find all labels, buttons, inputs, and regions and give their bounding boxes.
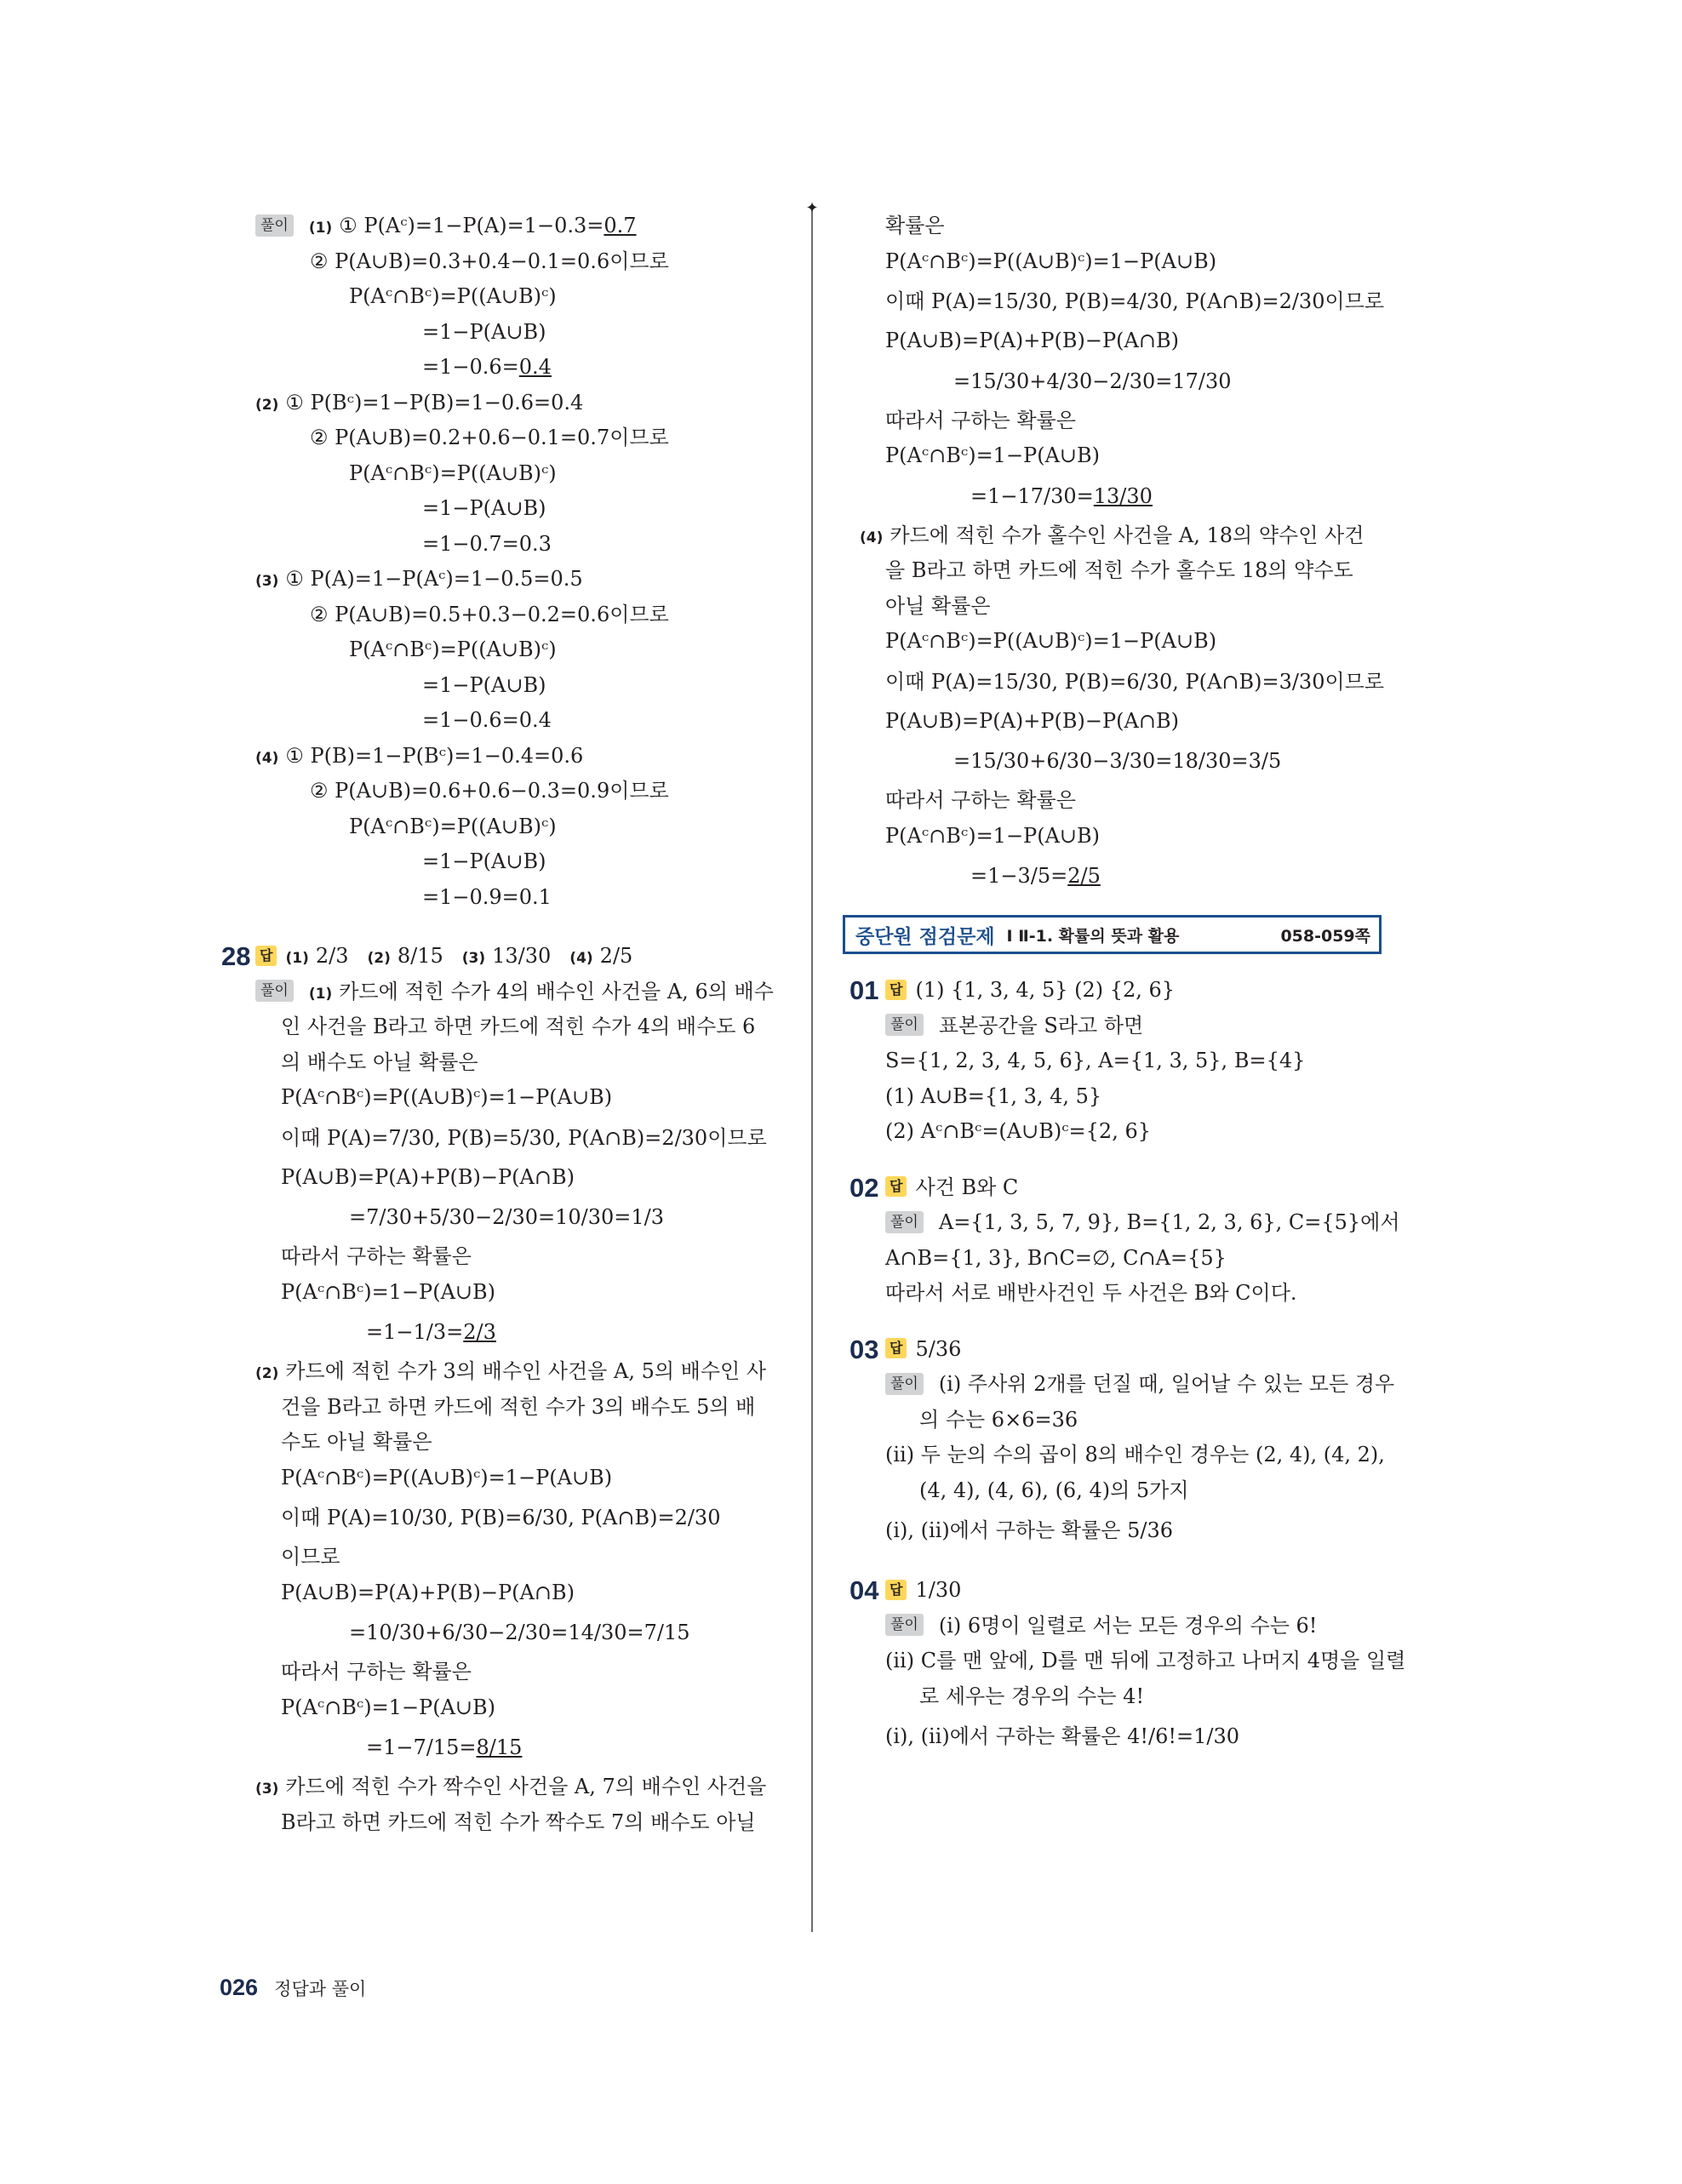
- part-number: (3): [255, 1781, 279, 1798]
- q28-cont-line: [860, 783, 1439, 819]
- part-number: (1): [308, 985, 333, 1003]
- q28-cont-line: [860, 589, 1439, 625]
- line-text: 따라서 구하는 확률은: [281, 1244, 472, 1268]
- line-text: P(Aᶜ∩Bᶜ)=1−P(A∪B): [281, 1695, 496, 1719]
- line-text: 인 사건을 B라고 하면 카드에 적힌 수가 4의 배수도 6: [281, 1015, 756, 1038]
- line-text: =1−3/5=: [970, 864, 1068, 888]
- line-text: ② P(A∪B)=0.6+0.6−0.3=0.9이므로: [310, 779, 669, 803]
- q28-line: [255, 1160, 775, 1196]
- solution-badge: 풀이: [255, 980, 294, 1002]
- answer-badge: 답: [255, 946, 277, 966]
- q28-answer-line: [221, 939, 775, 975]
- answer-value: 5/36: [915, 1336, 962, 1361]
- q04-line: [860, 1609, 1439, 1644]
- q03-line: [860, 1403, 1439, 1438]
- part-number: (4): [860, 529, 884, 546]
- q27-line: [255, 456, 775, 492]
- q27-line: [255, 279, 775, 315]
- q28-line: [255, 1009, 775, 1045]
- line-text: =1−7/15=: [366, 1735, 477, 1759]
- question-number: 03: [850, 1334, 879, 1364]
- q28-line: [255, 1540, 775, 1575]
- q28-cont-line: [860, 323, 1439, 359]
- line-text: =1−1/3=: [366, 1320, 464, 1344]
- line-text: 의 배수도 아닐 확률은: [281, 1049, 478, 1074]
- q28-line: [255, 1195, 775, 1239]
- part-number: (3): [255, 573, 279, 590]
- q27-line: [255, 632, 775, 668]
- line-text: 수도 아닐 확률은: [281, 1430, 432, 1454]
- q03-line: [860, 1473, 1439, 1509]
- line-text: 이때 P(A)=15/30, P(B)=4/30, P(A∩B)=2/30이므로: [885, 289, 1385, 313]
- line-text: P(Aᶜ∩Bᶜ)=P((A∪B)ᶜ)=1−P(A∪B): [885, 629, 1217, 653]
- q27-line: [255, 774, 775, 809]
- solution-badge: 풀이: [885, 1014, 924, 1036]
- line-text: =1−17/30=: [970, 483, 1094, 508]
- q27-line: [255, 350, 775, 386]
- line-text: 카드에 적힌 수가 4의 배수인 사건을 A, 6의 배수: [339, 979, 774, 1003]
- right-column: [850, 209, 1439, 1758]
- q28-line: [255, 1390, 775, 1426]
- q28-block: [221, 939, 775, 1840]
- q28-cont-line: [860, 244, 1439, 280]
- line-text: 카드에 적힌 수가 홀수인 사건을 A, 18의 약수인 사건: [890, 523, 1364, 547]
- line-text: 카드에 적힌 수가 3의 배수인 사건을 A, 5의 배수인 사: [285, 1359, 767, 1383]
- q02-block: [850, 1170, 1439, 1312]
- solution-badge: 풀이: [885, 1211, 924, 1233]
- q01-line: [860, 1079, 1439, 1115]
- line-text: P(Aᶜ∩Bᶜ)=P((A∪B)ᶜ): [349, 284, 557, 308]
- line-text: (ⅱ) 두 눈의 수의 곱이 8의 배수인 경우는 (2, 4), (4, 2),: [885, 1443, 1385, 1466]
- answer-badge: 답: [885, 980, 907, 1000]
- q02-line: [860, 1241, 1439, 1277]
- line-text: P(Aᶜ∩Bᶜ)=1−P(A∪B): [885, 823, 1101, 848]
- q28-solution-continued: [860, 209, 1439, 898]
- section-title: 중단원 점검문제: [855, 925, 995, 948]
- q28-line: [255, 1239, 775, 1275]
- q28-line: [255, 1655, 775, 1690]
- q28-line: [255, 1690, 775, 1726]
- q28-line: [255, 1116, 775, 1160]
- q28-line: [255, 1575, 775, 1611]
- line-text: ① P(Bᶜ)=1−P(B)=1−0.6=0.4: [285, 390, 584, 415]
- section-pages: 058-059쪽: [1280, 926, 1370, 946]
- q27-solution: [255, 209, 775, 915]
- line-text: P(Aᶜ∩Bᶜ)=P((A∪B)ᶜ)=1−P(A∪B): [281, 1465, 613, 1489]
- line-text: P(Aᶜ∩Bᶜ)=1−P(A∪B): [885, 443, 1101, 467]
- line-text: 표본공간을 S라고 하면: [938, 1013, 1144, 1038]
- q28-cont-line: [860, 359, 1439, 403]
- q28-line: [255, 1769, 775, 1805]
- q27-line: [255, 244, 775, 280]
- line-text: 건을 B라고 하면 카드에 적힌 수가 3의 배수도 5의 배: [281, 1394, 756, 1419]
- line-text: ② P(A∪B)=0.5+0.3−0.2=0.6이므로: [310, 602, 669, 626]
- line-text: B라고 하면 카드에 적힌 수가 짝수도 7의 배수도 아닐: [281, 1810, 756, 1834]
- footer-label: 정답과 풀이: [274, 1979, 367, 1999]
- line-text: P(A∪B)=P(A)+P(B)−P(A∩B): [885, 708, 1179, 733]
- line-text: (1) A∪B={1, 3, 4, 5}: [885, 1083, 1102, 1108]
- q28-cont-line: [860, 704, 1439, 740]
- line-text: =1−0.9=0.1: [422, 884, 552, 909]
- q27-line: [255, 597, 775, 633]
- line-text: P(Aᶜ∩Bᶜ)=P((A∪B)ᶜ): [349, 460, 557, 485]
- underlined-answer: 0.7: [604, 214, 637, 237]
- solution-badge: 풀이: [885, 1373, 924, 1395]
- question-number: 04: [850, 1575, 879, 1605]
- q27-line: [255, 562, 775, 597]
- line-text: P(A∪B)=P(A)+P(B)−P(A∩B): [281, 1580, 575, 1604]
- q03-line: [860, 1508, 1439, 1552]
- q27-line: [255, 809, 775, 845]
- section-subtitle: I Ⅱ-1. 확률의 뜻과 활용: [1006, 926, 1180, 946]
- line-text: 이때 P(A)=10/30, P(B)=6/30, P(A∩B)=2/30: [281, 1506, 721, 1529]
- q27-line: [255, 844, 775, 880]
- part-number: (2): [255, 396, 279, 414]
- q28-cont-line: [860, 438, 1439, 474]
- q02-line: [860, 1205, 1439, 1241]
- q28-line: [255, 1805, 775, 1841]
- question-number: 02: [850, 1172, 879, 1203]
- q27-line: [255, 491, 775, 527]
- column-divider: [811, 204, 813, 1932]
- line-text: ① P(A)=1−P(Aᶜ)=1−0.5=0.5: [285, 567, 583, 591]
- line-text: S={1, 2, 3, 4, 5, 6}, A={1, 3, 5}, B={4}: [885, 1049, 1306, 1072]
- solution-badge: 풀이: [255, 214, 294, 237]
- line-text: =15/30+4/30−2/30=17/30: [953, 369, 1232, 393]
- q03-block: [850, 1332, 1439, 1553]
- line-text: (ⅰ), (ⅱ)에서 구하는 확률은 4!/6!=1/30: [885, 1724, 1240, 1748]
- underlined-answer: 2/5: [1067, 864, 1101, 888]
- q28-line: [255, 1275, 775, 1311]
- q28-cont-line: [860, 660, 1439, 704]
- line-text: P(Aᶜ∩Bᶜ)=P((A∪B)ᶜ)=1−P(A∪B): [281, 1085, 613, 1109]
- page-footer: [220, 1975, 366, 2001]
- line-text: 확률은: [885, 214, 945, 237]
- q01-line: [860, 1114, 1439, 1150]
- q04-line: [860, 1679, 1439, 1715]
- line-text: A∩B={1, 3}, B∩C=∅, C∩A={5}: [885, 1245, 1227, 1270]
- section-header: [843, 915, 1382, 954]
- line-text: =7/30+5/30−2/30=10/30=1/3: [349, 1205, 665, 1229]
- line-text: 의 수는 6×6=36: [919, 1407, 1078, 1432]
- q28-cont-line: [860, 854, 1439, 898]
- part-number: (4): [255, 749, 279, 767]
- question-number: 28: [221, 941, 251, 971]
- q01-block: [850, 973, 1439, 1150]
- q28-cont-line: [860, 279, 1439, 323]
- answer-value: 사건 B와 C: [915, 1175, 1019, 1199]
- line-text: 이때 P(A)=7/30, P(B)=5/30, P(A∩B)=2/30이므로: [281, 1125, 767, 1150]
- q27-line: [255, 315, 775, 351]
- answer-part-number: (1): [285, 950, 309, 967]
- line-text: P(Aᶜ∩Bᶜ)=P((A∪B)ᶜ)=1−P(A∪B): [885, 249, 1217, 273]
- q28-line: [255, 1045, 775, 1081]
- q27-line: [255, 739, 775, 775]
- q27-line: [255, 420, 775, 456]
- q28-cont-line: [860, 518, 1439, 554]
- line-text: 을 B라고 하면 카드에 적힌 수가 홀수도 18의 약수도: [885, 558, 1353, 582]
- line-text: P(Aᶜ∩Bᶜ)=P((A∪B)ᶜ): [349, 814, 557, 838]
- line-text: (ⅰ) 6명이 일렬로 서는 모든 경우의 수는 6!: [938, 1613, 1318, 1638]
- divider-ornament-icon: ✦: [805, 199, 819, 217]
- q28-line: [255, 1610, 775, 1655]
- underlined-answer: 0.4: [518, 355, 552, 379]
- q28-line: [255, 1080, 775, 1116]
- line-text: (ⅰ), (ⅱ)에서 구하는 확률은 5/36: [885, 1518, 1173, 1542]
- line-text: =1−P(A∪B): [422, 672, 546, 697]
- q28-line: [255, 1354, 775, 1390]
- underlined-answer: 13/30: [1093, 483, 1153, 508]
- q01-answer-line: [850, 973, 1439, 1009]
- line-text: ② P(A∪B)=0.3+0.4−0.1=0.6이므로: [310, 249, 669, 273]
- line-text: A={1, 3, 5, 7, 9}, B={1, 2, 3, 6}, C={5}에서: [938, 1210, 1400, 1234]
- line-text: =1−0.7=0.3: [422, 531, 552, 556]
- q02-answer-line: [850, 1170, 1439, 1206]
- underlined-answer: 8/15: [476, 1735, 523, 1759]
- q03-line: [860, 1367, 1439, 1403]
- answer-value: 2/3: [315, 944, 349, 968]
- line-text: =1−P(A∪B): [422, 849, 546, 873]
- q04-line: [860, 1644, 1439, 1679]
- line-text: 따라서 구하는 확률은: [885, 788, 1076, 812]
- q04-line: [860, 1714, 1439, 1758]
- answer-value: (1) {1, 3, 4, 5} (2) {2, 6}: [915, 978, 1176, 1002]
- q28-cont-line: [860, 624, 1439, 660]
- line-text: ① P(B)=1−P(Bᶜ)=1−0.4=0.6: [285, 743, 584, 768]
- answer-value: 1/30: [915, 1578, 962, 1602]
- line-text: 카드에 적힌 수가 짝수인 사건을 A, 7의 배수인 사건을: [285, 1775, 767, 1798]
- line-text: (2) Aᶜ∩Bᶜ=(A∪B)ᶜ={2, 6}: [885, 1119, 1151, 1143]
- q04-answer-line: [850, 1573, 1439, 1609]
- line-text: (ⅱ) C를 맨 앞에, D를 맨 뒤에 고정하고 나머지 4명을 일렬: [885, 1649, 1406, 1672]
- line-text: 따라서 구하는 확률은: [885, 408, 1076, 432]
- line-text: =10/30+6/30−2/30=14/30=7/15: [349, 1621, 690, 1644]
- q28-cont-line: [860, 403, 1439, 439]
- line-text: 따라서 구하는 확률은: [281, 1660, 472, 1684]
- line-text: 로 세우는 경우의 수는 4!: [919, 1684, 1145, 1708]
- line-text: P(Aᶜ∩Bᶜ)=1−P(A∪B): [281, 1279, 496, 1304]
- line-text: 따라서 서로 배반사건인 두 사건은 B와 C이다.: [885, 1281, 1297, 1305]
- line-text: =1−0.6=: [422, 355, 519, 379]
- answer-badge: 답: [885, 1580, 907, 1600]
- line-text: ② P(A∪B)=0.2+0.6−0.1=0.7이므로: [310, 426, 669, 449]
- line-text: P(A∪B)=P(A)+P(B)−P(A∩B): [281, 1164, 575, 1189]
- q28-cont-line: [860, 739, 1439, 783]
- line-text: =1−P(A∪B): [422, 496, 546, 520]
- q03-answer-line: [850, 1332, 1439, 1368]
- q28-line: [255, 1425, 775, 1461]
- line-text: 이때 P(A)=15/30, P(B)=6/30, P(A∩B)=3/30이므로: [885, 669, 1385, 694]
- answer-badge: 답: [885, 1176, 907, 1197]
- q28-line: [255, 1495, 775, 1540]
- q28-cont-line: [860, 553, 1439, 589]
- question-number: 01: [850, 975, 879, 1005]
- answer-part-number: (3): [461, 950, 486, 967]
- part-number: (1): [308, 220, 333, 237]
- q27-line: [255, 880, 775, 916]
- q01-line: [860, 1009, 1439, 1044]
- line-text: =1−P(A∪B): [422, 319, 546, 344]
- q28-line: [255, 975, 775, 1010]
- part-number: (2): [255, 1365, 279, 1382]
- q27-line: [255, 527, 775, 563]
- line-text: =15/30+6/30−3/30=18/30=3/5: [953, 749, 1282, 773]
- q27-line: [255, 386, 775, 421]
- q02-line: [860, 1276, 1439, 1312]
- answer-part-number: (4): [569, 950, 593, 967]
- q01-line: [860, 1043, 1439, 1079]
- q28-line: [255, 1461, 775, 1496]
- q04-block: [850, 1573, 1439, 1758]
- answer-value: 2/5: [599, 944, 633, 968]
- line-text: ① P(Aᶜ)=1−P(A)=1−0.3=: [339, 214, 604, 237]
- q27-line: [255, 668, 775, 704]
- q28-line: [255, 1310, 775, 1354]
- line-text: (ⅰ) 주사위 2개를 던질 때, 일어날 수 있는 모든 경우: [938, 1372, 1395, 1396]
- line-text: (4, 4), (4, 6), (6, 4)의 5가지: [919, 1478, 1189, 1502]
- line-text: P(A∪B)=P(A)+P(B)−P(A∩B): [885, 329, 1179, 352]
- q27-line: [255, 703, 775, 739]
- q28-line: [255, 1725, 775, 1769]
- q28-cont-line: [860, 209, 1439, 244]
- left-column: [221, 209, 775, 1840]
- q28-cont-line: [860, 819, 1439, 855]
- q03-line: [860, 1438, 1439, 1473]
- line-text: 이므로: [281, 1545, 340, 1569]
- underlined-answer: 2/3: [463, 1320, 496, 1344]
- answer-part-number: (2): [367, 950, 391, 967]
- answer-badge: 답: [885, 1338, 907, 1358]
- line-text: =1−0.6=0.4: [422, 708, 552, 732]
- line-text: 아닐 확률은: [885, 593, 991, 618]
- answer-value: 8/15: [397, 944, 443, 968]
- solution-badge: 풀이: [885, 1614, 924, 1636]
- line-text: P(Aᶜ∩Bᶜ)=P((A∪B)ᶜ): [349, 637, 557, 661]
- answer-value: 13/30: [492, 944, 552, 968]
- page-number: 026: [220, 1975, 259, 2000]
- q28-cont-line: [860, 474, 1439, 518]
- q27-line: [255, 209, 775, 244]
